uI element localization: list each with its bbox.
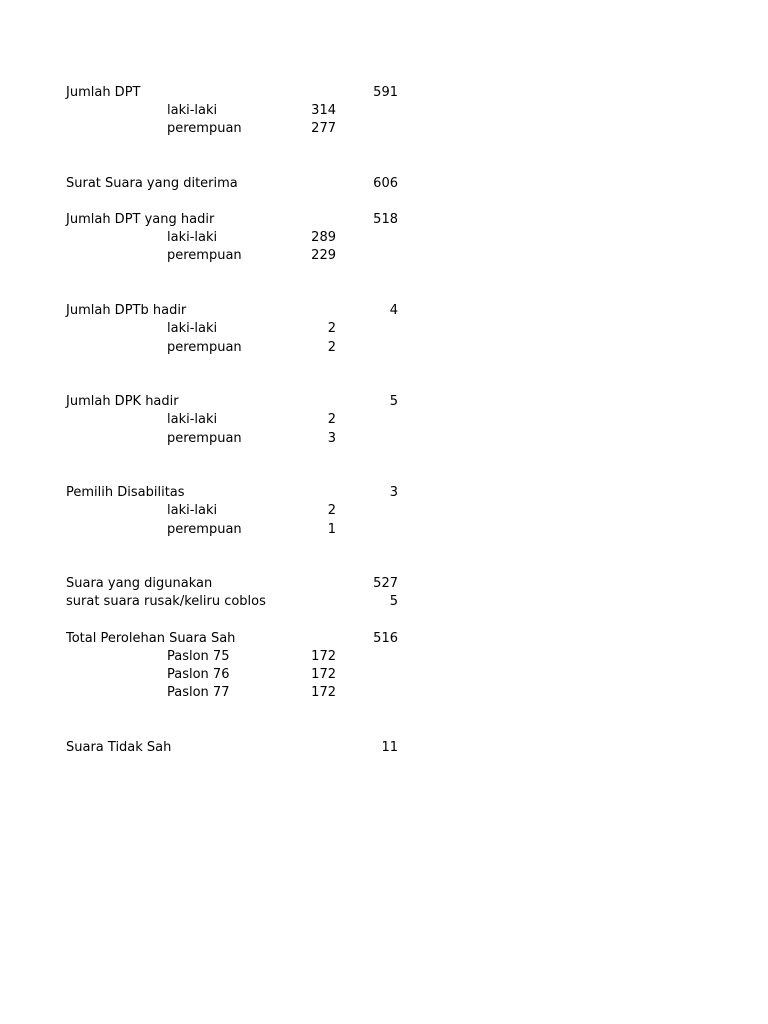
section-total: 527	[373, 576, 398, 591]
item-row	[0, 411, 768, 429]
item-value: 1	[327, 522, 336, 537]
item-value: 2	[327, 321, 336, 336]
section-total: 3	[389, 485, 398, 500]
item-value: 2	[327, 412, 336, 427]
item-value: 3	[327, 431, 336, 446]
item-label: perempuan	[167, 121, 242, 136]
item-label: laki-laki	[167, 230, 218, 245]
item-label: perempuan	[167, 431, 242, 446]
section-row-dpk-hadir	[0, 393, 768, 411]
section-row-dpt-hadir	[0, 211, 768, 229]
item-value: 2	[327, 503, 336, 518]
item-label: Paslon 77	[167, 685, 230, 700]
section-label: Jumlah DPT	[66, 85, 141, 100]
section-row-pemilih-disabilitas	[0, 484, 768, 502]
section-label: surat suara rusak/keliru coblos	[66, 594, 266, 609]
section-label: Jumlah DPK hadir	[66, 394, 179, 409]
section-label: Jumlah DPTb hadir	[66, 303, 187, 318]
item-value: 172	[311, 649, 336, 664]
item-row	[0, 502, 768, 520]
item-row	[0, 229, 768, 247]
section-row-total-suara-sah	[0, 630, 768, 648]
item-label: perempuan	[167, 248, 242, 263]
item-row	[0, 339, 768, 357]
section-label: Suara Tidak Sah	[66, 740, 172, 755]
item-label: perempuan	[167, 340, 242, 355]
item-row	[0, 684, 768, 702]
item-label: laki-laki	[167, 321, 218, 336]
section-total: 4	[389, 303, 398, 318]
section-label: Pemilih Disabilitas	[66, 485, 185, 500]
item-label: laki-laki	[167, 412, 218, 427]
section-total: 606	[373, 176, 398, 191]
item-label: laki-laki	[167, 103, 218, 118]
section-total: 516	[373, 631, 398, 646]
item-row	[0, 521, 768, 539]
section-row-surat-suara-diterima	[0, 175, 768, 193]
section-total: 518	[373, 212, 398, 227]
item-value: 172	[311, 685, 336, 700]
item-row	[0, 430, 768, 448]
item-row	[0, 320, 768, 338]
item-label: Paslon 75	[167, 649, 230, 664]
item-value: 314	[311, 103, 336, 118]
item-row	[0, 247, 768, 265]
item-row	[0, 120, 768, 138]
item-label: laki-laki	[167, 503, 218, 518]
section-label: Total Perolehan Suara Sah	[66, 631, 236, 646]
section-row-suara-digunakan	[0, 575, 768, 593]
item-value: 2	[327, 340, 336, 355]
section-row-dptb-hadir	[0, 302, 768, 320]
section-row-surat-rusak	[0, 593, 768, 611]
item-row	[0, 102, 768, 120]
item-value: 289	[311, 230, 336, 245]
section-total: 591	[373, 85, 398, 100]
section-label: Surat Suara yang diterima	[66, 176, 238, 191]
item-value: 277	[311, 121, 336, 136]
section-row-suara-tidak-sah	[0, 739, 768, 757]
item-value: 229	[311, 248, 336, 263]
section-total: 5	[389, 594, 398, 609]
section-label: Jumlah DPT yang hadir	[66, 212, 215, 227]
section-row-jumlah-dpt	[0, 84, 768, 102]
item-value: 172	[311, 667, 336, 682]
section-total: 5	[389, 394, 398, 409]
section-label: Suara yang digunakan	[66, 576, 213, 591]
item-row	[0, 666, 768, 684]
item-label: perempuan	[167, 522, 242, 537]
item-row	[0, 648, 768, 666]
item-label: Paslon 76	[167, 667, 230, 682]
section-total: 11	[381, 740, 398, 755]
